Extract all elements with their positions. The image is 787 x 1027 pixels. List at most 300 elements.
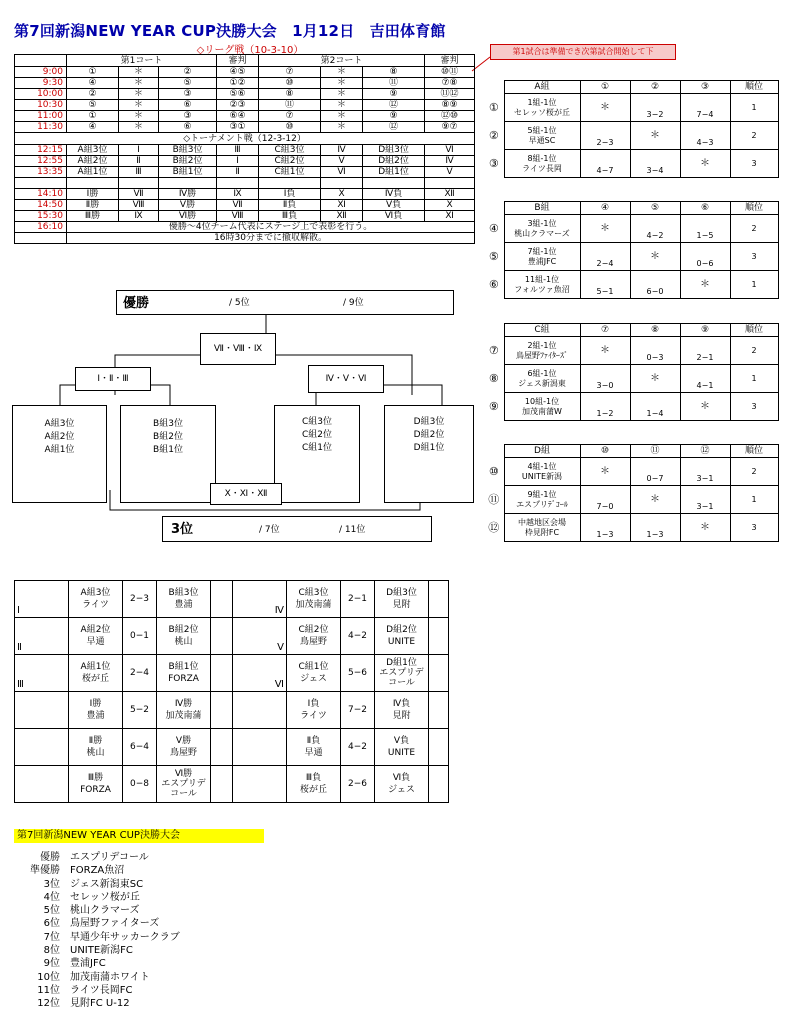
league-c1b: ⑥	[159, 100, 217, 111]
score-cell: ＊	[630, 486, 680, 514]
league-c1a: ④	[67, 122, 119, 133]
ranking-place: 3位	[43, 878, 60, 890]
tournament-c1a: A組1位	[67, 167, 119, 178]
ranking-row	[22, 984, 180, 997]
ranking-team: 桃山クラマーズ	[70, 905, 140, 917]
ranking-place: 4位	[43, 891, 60, 903]
result-team-line: ライツ	[300, 711, 327, 721]
tournament-c1a: Ⅱ勝	[67, 200, 119, 211]
score-cell: ＊	[680, 514, 730, 542]
tournament-c1r: Ⅱ	[217, 167, 259, 178]
league-c2r: ⑧⑨	[425, 100, 475, 111]
result-team-line: Ⅴ勝	[175, 736, 192, 746]
ranking-row	[22, 904, 180, 917]
league-row	[15, 67, 475, 78]
champion-label: 優勝	[123, 296, 150, 311]
team-number: ⑥	[488, 277, 499, 291]
group-col-header: ⑧	[630, 324, 680, 337]
league-c1a: ⑤	[67, 100, 119, 111]
result-team-line: FORZA	[168, 674, 199, 684]
group-col-header: ⑫	[680, 445, 730, 458]
score-cell: 3−2	[630, 94, 680, 122]
score-cell: 6−0	[630, 271, 680, 299]
league-c2s: ＊	[321, 78, 363, 89]
group-a-1: A組1位	[44, 445, 75, 455]
result-team	[287, 692, 341, 729]
league-c1r: ②③	[217, 100, 259, 111]
ranking-place: 準優勝	[30, 865, 60, 877]
final-label: Ⅶ・Ⅷ・Ⅸ	[213, 344, 263, 354]
group-col-header: ⑤	[630, 202, 680, 215]
league-row	[15, 111, 475, 122]
team-cell	[504, 486, 580, 514]
third-place-match-label: Ⅹ・Ⅺ・Ⅻ	[224, 489, 268, 499]
group-row	[484, 337, 778, 365]
team-cell	[504, 337, 580, 365]
result-team-line: D組2位	[386, 625, 417, 635]
tournament-time: 12:55	[15, 156, 67, 167]
ranking-team: 豊浦JFC	[70, 958, 106, 970]
league-c2s: ＊	[321, 100, 363, 111]
tournament-c1b: Ⅵ勝	[159, 211, 217, 222]
ranking-row	[22, 997, 180, 1010]
league-row	[15, 89, 475, 100]
score-cell: 3−1	[680, 486, 730, 514]
round-numeral	[15, 729, 69, 766]
result-score: 4−2	[341, 729, 375, 766]
score-cell: 4−2	[630, 215, 680, 243]
group-name: C組	[504, 324, 580, 337]
group-a-3: A組3位	[44, 419, 75, 429]
tournament-row	[15, 156, 475, 167]
group-name: D組	[504, 445, 580, 458]
league-subtitle: ◇リーグ戦（10-3-10）	[196, 45, 304, 56]
results-table	[14, 580, 449, 803]
tournament-c1r: Ⅲ	[217, 145, 259, 156]
team-number: ③	[488, 156, 499, 170]
tournament-row	[15, 211, 475, 222]
ranking-team: UNITE新潟FC	[70, 945, 133, 957]
tournament-c2s	[321, 178, 363, 189]
final-ranking	[22, 851, 180, 1011]
result-team	[375, 618, 429, 655]
result-team	[375, 766, 429, 803]
league-c2r: ⑨⑦	[425, 122, 475, 133]
tournament-c2s: Ⅴ	[321, 156, 363, 167]
tournament-c2r: Ⅺ	[425, 211, 475, 222]
league-c2a: ⑧	[259, 89, 321, 100]
result-team-line: Ⅰ勝	[89, 699, 102, 709]
result-team	[287, 766, 341, 803]
tournament-c1s: Ⅱ	[119, 156, 159, 167]
score-cell: ＊	[580, 458, 630, 486]
tournament-c2r: Ⅻ	[425, 189, 475, 200]
result-team-line: Ⅴ負	[393, 736, 410, 746]
group-row	[484, 365, 778, 393]
team-name: エスプリﾃﾞｺｰﾙ	[516, 499, 568, 509]
tournament-time: 14:50	[15, 200, 67, 211]
league-time: 10:00	[15, 89, 67, 100]
round-numeral	[233, 692, 287, 729]
team-number: ⑧	[488, 371, 499, 385]
result-team	[69, 581, 123, 618]
group-row	[484, 94, 778, 122]
league-c1b: ⑥	[159, 122, 217, 133]
score-cell: 7−0	[580, 486, 630, 514]
result-team-line: 鳥屋野	[299, 637, 327, 647]
score-cell: 0−7	[630, 458, 680, 486]
group-row	[484, 514, 778, 542]
result-team	[157, 618, 211, 655]
result-team	[375, 729, 429, 766]
result-team-line: Ⅵ負	[392, 773, 411, 783]
score-cell: 5−1	[580, 271, 630, 299]
league-c2s: ＊	[321, 67, 363, 78]
tournament-c1s: Ⅸ	[119, 211, 159, 222]
group-col-header: ④	[580, 202, 630, 215]
score-cell: ＊	[680, 271, 730, 299]
result-team-line: 鳥屋野	[169, 748, 197, 758]
ref2-header: 審判	[425, 55, 475, 67]
group-col-header: ③	[680, 81, 730, 94]
league-c1s: ＊	[119, 100, 159, 111]
ranking-row	[22, 944, 180, 957]
team-name: 豊浦JFC	[527, 256, 557, 266]
tournament-c2r: Ⅳ	[425, 156, 475, 167]
result-team-line: A組1位	[80, 662, 111, 672]
result-row	[15, 655, 449, 692]
team-cell	[504, 393, 580, 421]
league-c1r: ④⑤	[217, 67, 259, 78]
tournament-c2r: Ⅴ	[425, 167, 475, 178]
league-c1a: ②	[67, 89, 119, 100]
tournament-subtitle: ◇トーナメント戦（12-3-12）	[15, 133, 475, 145]
tournament-row	[15, 189, 475, 200]
tournament-c1a: Ⅲ勝	[67, 211, 119, 222]
result-team-line: B組3位	[168, 588, 199, 598]
result-row	[15, 766, 449, 803]
tournament-c2b	[363, 178, 425, 189]
group-row	[484, 243, 778, 271]
score-cell: ＊	[630, 122, 680, 150]
team-slot: 5組-1位	[527, 125, 557, 135]
rank-cell: 3	[730, 150, 778, 178]
league-c1s: ＊	[119, 89, 159, 100]
ranking-place: 優勝	[40, 852, 60, 863]
group-row	[484, 458, 778, 486]
team-slot: 11組-1位	[524, 274, 560, 284]
schedule-table	[14, 54, 475, 244]
group-d-1: D組1位	[413, 443, 445, 453]
league-c1s: ＊	[119, 67, 159, 78]
result-team-line: UNITE	[387, 748, 416, 758]
tournament-c1s: Ⅰ	[119, 145, 159, 156]
tournament-row	[15, 167, 475, 178]
score-cell: 3−4	[630, 150, 680, 178]
result-team-line: コール	[170, 789, 197, 799]
result-score: 0−1	[123, 618, 157, 655]
result-team-line: 桜が丘	[81, 674, 109, 684]
league-c2s: ＊	[321, 89, 363, 100]
group-col-header: ⑪	[630, 445, 680, 458]
group-c-1: C組1位	[301, 443, 332, 453]
third-row	[162, 516, 432, 542]
third-label: 3位	[171, 522, 194, 537]
group-row	[484, 122, 778, 150]
result-spacer	[211, 729, 233, 766]
result-team-line: Ⅱ勝	[88, 736, 103, 746]
result-row	[15, 692, 449, 729]
league-c2a: ⑪	[259, 100, 321, 111]
court2-header: 第2コート	[259, 55, 425, 67]
final-heading: 第7回新潟NEW YEAR CUP決勝大会	[14, 829, 264, 843]
team-number: ②	[488, 128, 499, 142]
team-cell	[504, 458, 580, 486]
group-b-3: B組3位	[153, 419, 183, 429]
score-cell: 4−3	[680, 122, 730, 150]
ranking-team: FORZA魚沼	[70, 865, 125, 877]
ranking-team: 早通少年サッカークラブ	[70, 931, 180, 943]
ranking-place: 12位	[37, 998, 60, 1010]
league-row	[15, 122, 475, 133]
result-team-line: B組2位	[168, 625, 199, 635]
result-team-line: A組3位	[80, 588, 111, 598]
result-spacer	[211, 618, 233, 655]
team-name: 枠見附FC	[524, 527, 560, 537]
ranking-place: 11位	[37, 984, 60, 996]
result-spacer	[429, 618, 449, 655]
result-team-line: 豊浦	[86, 711, 105, 721]
team-cell	[504, 514, 580, 542]
result-team	[69, 766, 123, 803]
rank-cell: 3	[730, 514, 778, 542]
team-cell	[504, 243, 580, 271]
result-score: 2−3	[123, 581, 157, 618]
team-number: ⑩	[488, 464, 499, 478]
group-col-header: ①	[580, 81, 630, 94]
score-cell: ＊	[680, 150, 730, 178]
league-c2b: ⑫	[363, 100, 425, 111]
page-title: 第7回新潟NEW YEAR CUP決勝大会 1月12日 吉田体育館	[14, 22, 446, 40]
tournament-c1r	[217, 178, 259, 189]
ranking-team: 加茂南蒲ホワイト	[70, 971, 150, 983]
team-name: フォルツァ魚沼	[514, 284, 570, 294]
tournament-c2r	[425, 178, 475, 189]
third-place-box	[210, 483, 282, 505]
tournament-c2b: Ⅳ負	[363, 189, 425, 200]
league-c1a: ①	[67, 67, 119, 78]
tournament-c2b: Ⅴ負	[363, 200, 425, 211]
result-team-line: コール	[388, 678, 415, 688]
league-c2a: ⑦	[259, 67, 321, 78]
group-col-header: ⑦	[580, 324, 630, 337]
tournament-c1b	[159, 178, 217, 189]
score-cell: 1−2	[580, 393, 630, 421]
ceremony-text: 優勝～4位チーム代表にステージ上で表彰を行う。	[67, 222, 475, 233]
result-team-line: 早通	[86, 637, 105, 647]
team-name: セレッソ桜が丘	[514, 107, 570, 117]
tournament-time	[15, 178, 67, 189]
rank-cell: 2	[730, 215, 778, 243]
result-spacer	[429, 655, 449, 692]
result-row	[15, 618, 449, 655]
group-d-box	[384, 405, 474, 503]
result-score: 7−2	[341, 692, 375, 729]
team-cell	[504, 150, 580, 178]
group-table	[484, 80, 779, 178]
score-cell: 0−6	[680, 243, 730, 271]
group-row	[484, 393, 778, 421]
result-score: 4−2	[341, 618, 375, 655]
result-team	[157, 692, 211, 729]
round-numeral	[15, 692, 69, 729]
score-cell: 1−3	[630, 514, 680, 542]
team-name: 桃山クラマーズ	[514, 228, 570, 238]
result-team-line: 加茂南蒲	[165, 711, 202, 721]
team-number: ⑫	[488, 520, 500, 534]
ranking-team: セレッソ桜が丘	[70, 891, 140, 903]
league-c2b: ⑫	[363, 122, 425, 133]
rank-cell: 2	[730, 458, 778, 486]
group-table	[484, 201, 779, 299]
tournament-time: 12:15	[15, 145, 67, 156]
group-row	[484, 486, 778, 514]
result-team-line: ライツ	[82, 600, 109, 610]
score-cell: ＊	[580, 215, 630, 243]
league-c2a: ⑦	[259, 111, 321, 122]
ranking-place: 6位	[43, 918, 60, 930]
league-c2b: ⑨	[363, 89, 425, 100]
result-team	[69, 729, 123, 766]
left-semi-box	[75, 367, 151, 391]
result-team	[157, 729, 211, 766]
right-semi-label: Ⅳ・Ⅴ・Ⅵ	[325, 374, 367, 384]
tournament-c1s: Ⅲ	[119, 167, 159, 178]
team-slot: 2組-1位	[527, 340, 557, 350]
league-c1b: ③	[159, 111, 217, 122]
tournament-row	[15, 200, 475, 211]
team-cell	[504, 94, 580, 122]
tournament-c2s: Ⅻ	[321, 211, 363, 222]
tournament-c2a: Ⅱ負	[259, 200, 321, 211]
league-c1r: ①②	[217, 78, 259, 89]
result-team-line: ジェス	[388, 785, 415, 795]
result-score: 2−4	[123, 655, 157, 692]
score-cell: 2−4	[580, 243, 630, 271]
ranking-row	[22, 891, 180, 904]
group-name: A組	[504, 81, 580, 94]
score-cell: 1−4	[630, 393, 680, 421]
team-slot: 3組-1位	[527, 218, 557, 228]
team-slot: 8組-1位	[527, 153, 557, 163]
group-row	[484, 271, 778, 299]
result-spacer	[429, 692, 449, 729]
result-team	[287, 581, 341, 618]
team-slot: 中越地区会場	[518, 517, 566, 527]
result-spacer	[429, 581, 449, 618]
result-team-line: D組3位	[386, 588, 417, 598]
ranking-team: エスプリデコール	[70, 852, 149, 863]
ranking-row	[22, 931, 180, 944]
result-spacer	[211, 655, 233, 692]
team-name: ジェス新潟東	[518, 378, 566, 388]
rank-cell: 2	[730, 122, 778, 150]
result-team-line: Ⅲ勝	[87, 773, 104, 783]
result-score: 6−4	[123, 729, 157, 766]
score-cell: ＊	[580, 337, 630, 365]
tournament-c1r: Ⅶ	[217, 200, 259, 211]
tournament-c1b: B組3位	[159, 145, 217, 156]
tournament-c2r: Ⅹ	[425, 200, 475, 211]
team-cell	[504, 215, 580, 243]
ranking-place: 5位	[43, 905, 60, 917]
round-numeral	[233, 729, 287, 766]
league-row	[15, 100, 475, 111]
tournament-c1r: Ⅸ	[217, 189, 259, 200]
ranking-team: ジェス新潟東SC	[70, 878, 144, 890]
ranking-place: 8位	[43, 945, 60, 957]
rank-cell: 1	[730, 94, 778, 122]
group-row	[484, 150, 778, 178]
rank-cell: 1	[730, 365, 778, 393]
team-number: ④	[488, 221, 499, 235]
score-cell: 2−3	[580, 122, 630, 150]
result-spacer	[211, 581, 233, 618]
score-cell: 1−3	[580, 514, 630, 542]
league-c1b: ②	[159, 67, 217, 78]
group-b-2: B組2位	[153, 432, 183, 442]
tournament-time: 15:30	[15, 211, 67, 222]
result-spacer	[211, 692, 233, 729]
tournament-c2a: C組2位	[259, 156, 321, 167]
score-cell: 7−4	[680, 94, 730, 122]
group-row	[484, 215, 778, 243]
result-row	[15, 581, 449, 618]
result-team-line: 桃山	[174, 637, 193, 647]
team-cell	[504, 122, 580, 150]
tournament-c2b: D組3位	[363, 145, 425, 156]
tournament-c1b: Ⅴ勝	[159, 200, 217, 211]
court1-header: 第1コート	[67, 55, 217, 67]
group-table	[484, 444, 779, 542]
league-c2b: ⑨	[363, 111, 425, 122]
team-name: ライツ長岡	[522, 163, 562, 173]
result-team-line: 見附	[392, 600, 411, 610]
score-cell: 3−1	[680, 458, 730, 486]
rank-header: 順位	[730, 81, 778, 94]
league-c1b: ⑤	[159, 78, 217, 89]
group-a-2: A組2位	[44, 432, 75, 442]
result-team	[287, 729, 341, 766]
tournament-c2s: Ⅳ	[321, 145, 363, 156]
league-c2b: ⑧	[363, 67, 425, 78]
tournament-c1s: Ⅶ	[119, 189, 159, 200]
score-cell: ＊	[630, 243, 680, 271]
group-corner	[484, 445, 504, 458]
league-c2a: ⑩	[259, 122, 321, 133]
result-score: 0−8	[123, 766, 157, 803]
ranking-row	[22, 878, 180, 891]
ranking-team: ライツ長岡FC	[70, 984, 133, 996]
rank-cell: 3	[730, 243, 778, 271]
round-numeral	[15, 766, 69, 803]
result-score: 5−6	[341, 655, 375, 692]
round-numeral: Ⅳ	[233, 581, 287, 618]
ranking-row	[22, 957, 180, 970]
result-team-line: Ⅱ負	[306, 736, 321, 746]
group-a-box	[12, 405, 107, 503]
tournament-row	[15, 178, 475, 189]
